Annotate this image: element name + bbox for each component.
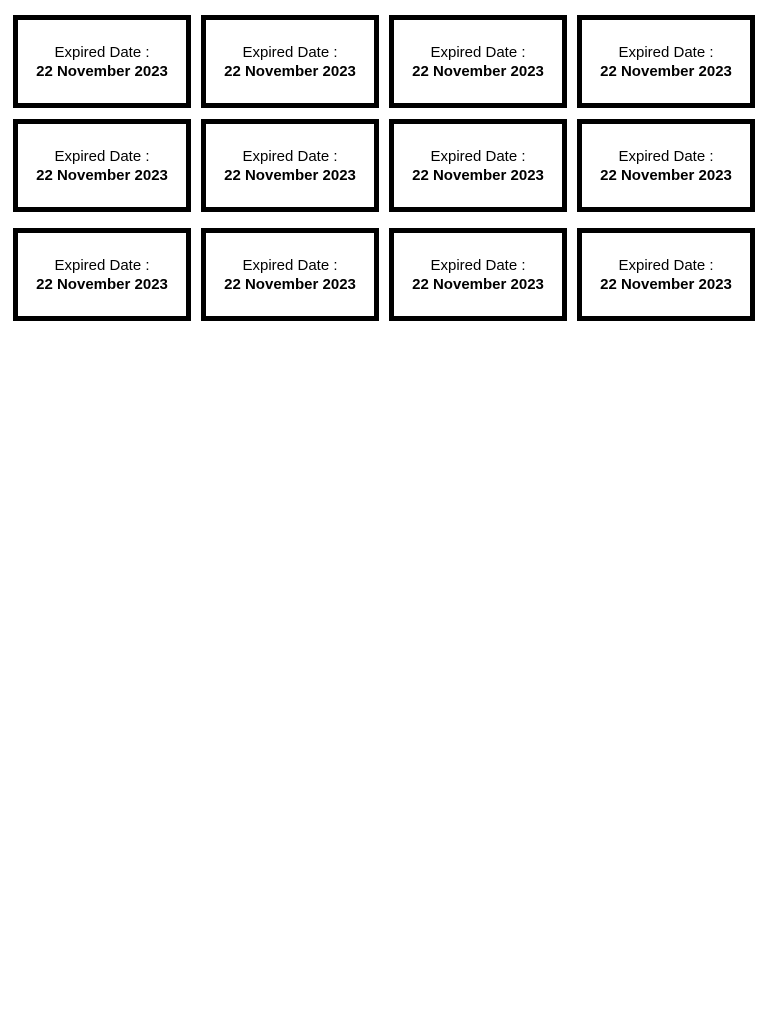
expiry-label <box>13 119 191 212</box>
expiry-caption: Expired Date : <box>618 43 714 61</box>
expiry-caption: Expired Date : <box>54 147 150 165</box>
expiry-date: 22 November 2023 <box>224 275 356 293</box>
expiry-label <box>577 15 755 108</box>
expiry-date: 22 November 2023 <box>36 166 168 184</box>
expiry-label <box>577 119 755 212</box>
expiry-caption: Expired Date : <box>430 147 526 165</box>
expiry-date: 22 November 2023 <box>36 62 168 80</box>
expiry-caption: Expired Date : <box>242 43 338 61</box>
expiry-date: 22 November 2023 <box>600 275 732 293</box>
expiry-label <box>13 15 191 108</box>
expiry-caption: Expired Date : <box>618 256 714 274</box>
expiry-date: 22 November 2023 <box>412 62 544 80</box>
expiry-caption: Expired Date : <box>54 256 150 274</box>
expiry-label <box>389 228 567 321</box>
expiry-date: 22 November 2023 <box>600 166 732 184</box>
expiry-date: 22 November 2023 <box>412 275 544 293</box>
expiry-date: 22 November 2023 <box>224 166 356 184</box>
expiry-date: 22 November 2023 <box>224 62 356 80</box>
expiry-label <box>389 15 567 108</box>
expiry-caption: Expired Date : <box>242 256 338 274</box>
expiry-caption: Expired Date : <box>430 256 526 274</box>
expiry-caption: Expired Date : <box>242 147 338 165</box>
expiry-label <box>389 119 567 212</box>
expiry-label <box>201 15 379 108</box>
expiry-date: 22 November 2023 <box>412 166 544 184</box>
expiry-label <box>201 228 379 321</box>
expiry-caption: Expired Date : <box>54 43 150 61</box>
expiry-label <box>201 119 379 212</box>
expiry-date: 22 November 2023 <box>600 62 732 80</box>
expiry-date: 22 November 2023 <box>36 275 168 293</box>
expiry-caption: Expired Date : <box>430 43 526 61</box>
expiry-label <box>13 228 191 321</box>
expiry-label <box>577 228 755 321</box>
expiry-caption: Expired Date : <box>618 147 714 165</box>
